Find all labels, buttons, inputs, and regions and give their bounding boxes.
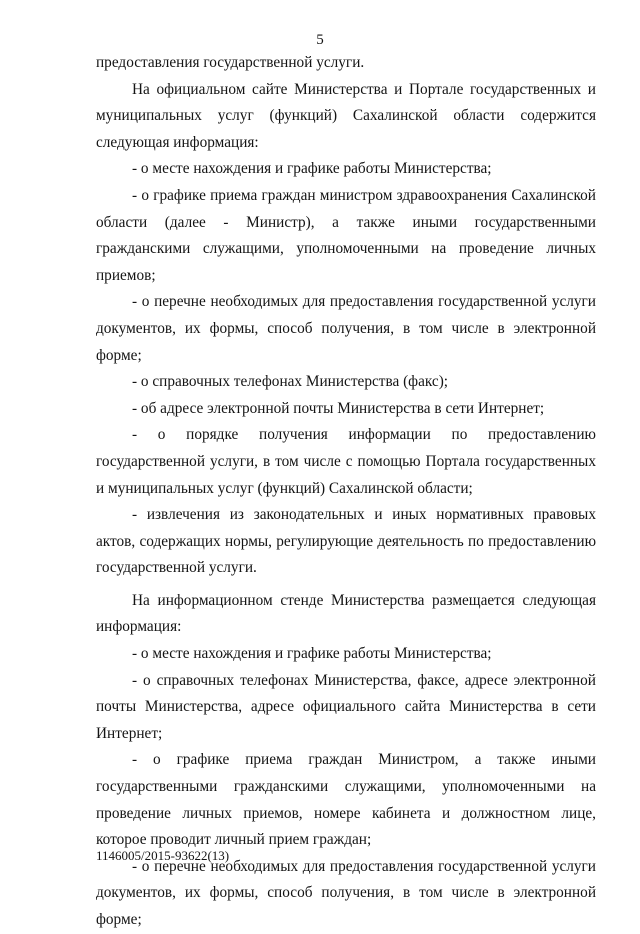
list-item: - о перечне необходимых для предоставления государственной услуги документов, их формы, способ получения, в том числе в электронной форме; xyxy=(96,857,596,928)
document-body xyxy=(96,50,596,934)
list-item: - о графике приема граждан министром здравоохранения Сахалинской области (далее - Министр), а также иными государственными гражданскими служащими, уполномоченными на проведение личных приемов; xyxy=(96,186,596,284)
paragraph-continuation: предоставления государственной услуги. xyxy=(96,54,365,71)
list-item: - о месте нахождения и графике работы Министерства; xyxy=(132,160,492,178)
list-item: - об адресе электронной почты Министерства в сети Интернет; xyxy=(132,399,545,417)
list-item: - о графике приема граждан Министром, а также иными государственными гражданскими служащими, уполномоченными на проведение личных приемов, номере кабинета и должностном лице, которое проводит личный прием граждан; xyxy=(96,751,596,849)
list-item: - о порядке получения информации по предоставлению государственной услуги, в том числе с помощью Портала государственных и муниципальных услуг (функций) Сахалинской области; xyxy=(96,426,596,497)
list-item: - о справочных телефонах Министерства, факсе, адресе электронной почты Министерства, адресе официального сайта Министерства в сети Интернет; xyxy=(96,671,596,742)
list-item: - о перечне необходимых для предоставления государственной услуги документов, их формы, способ получения, в том числе в электронной форме; xyxy=(96,293,596,364)
paragraph-website-intro: На официальном сайте Министерства и Портале государственных и муниципальных услуг (функций) Сахалинской области содержится следующая информация: xyxy=(96,80,596,151)
list-item: - извлечения из законодательных и иных нормативных правовых актов, содержащих нормы, регулирующие деятельность по предоставлению государственной услуги. xyxy=(96,506,596,577)
document-footer-code: 1146005/2015-93622(13) xyxy=(96,848,230,863)
list-item: - о месте нахождения и графике работы Министерства; xyxy=(132,645,492,663)
paragraph-stand-intro: На информационном стенде Министерства размещается следующая информация: xyxy=(96,591,596,636)
list-item: - о справочных телефонах Министерства (факс); xyxy=(132,373,449,391)
page-number: 5 xyxy=(316,32,324,48)
